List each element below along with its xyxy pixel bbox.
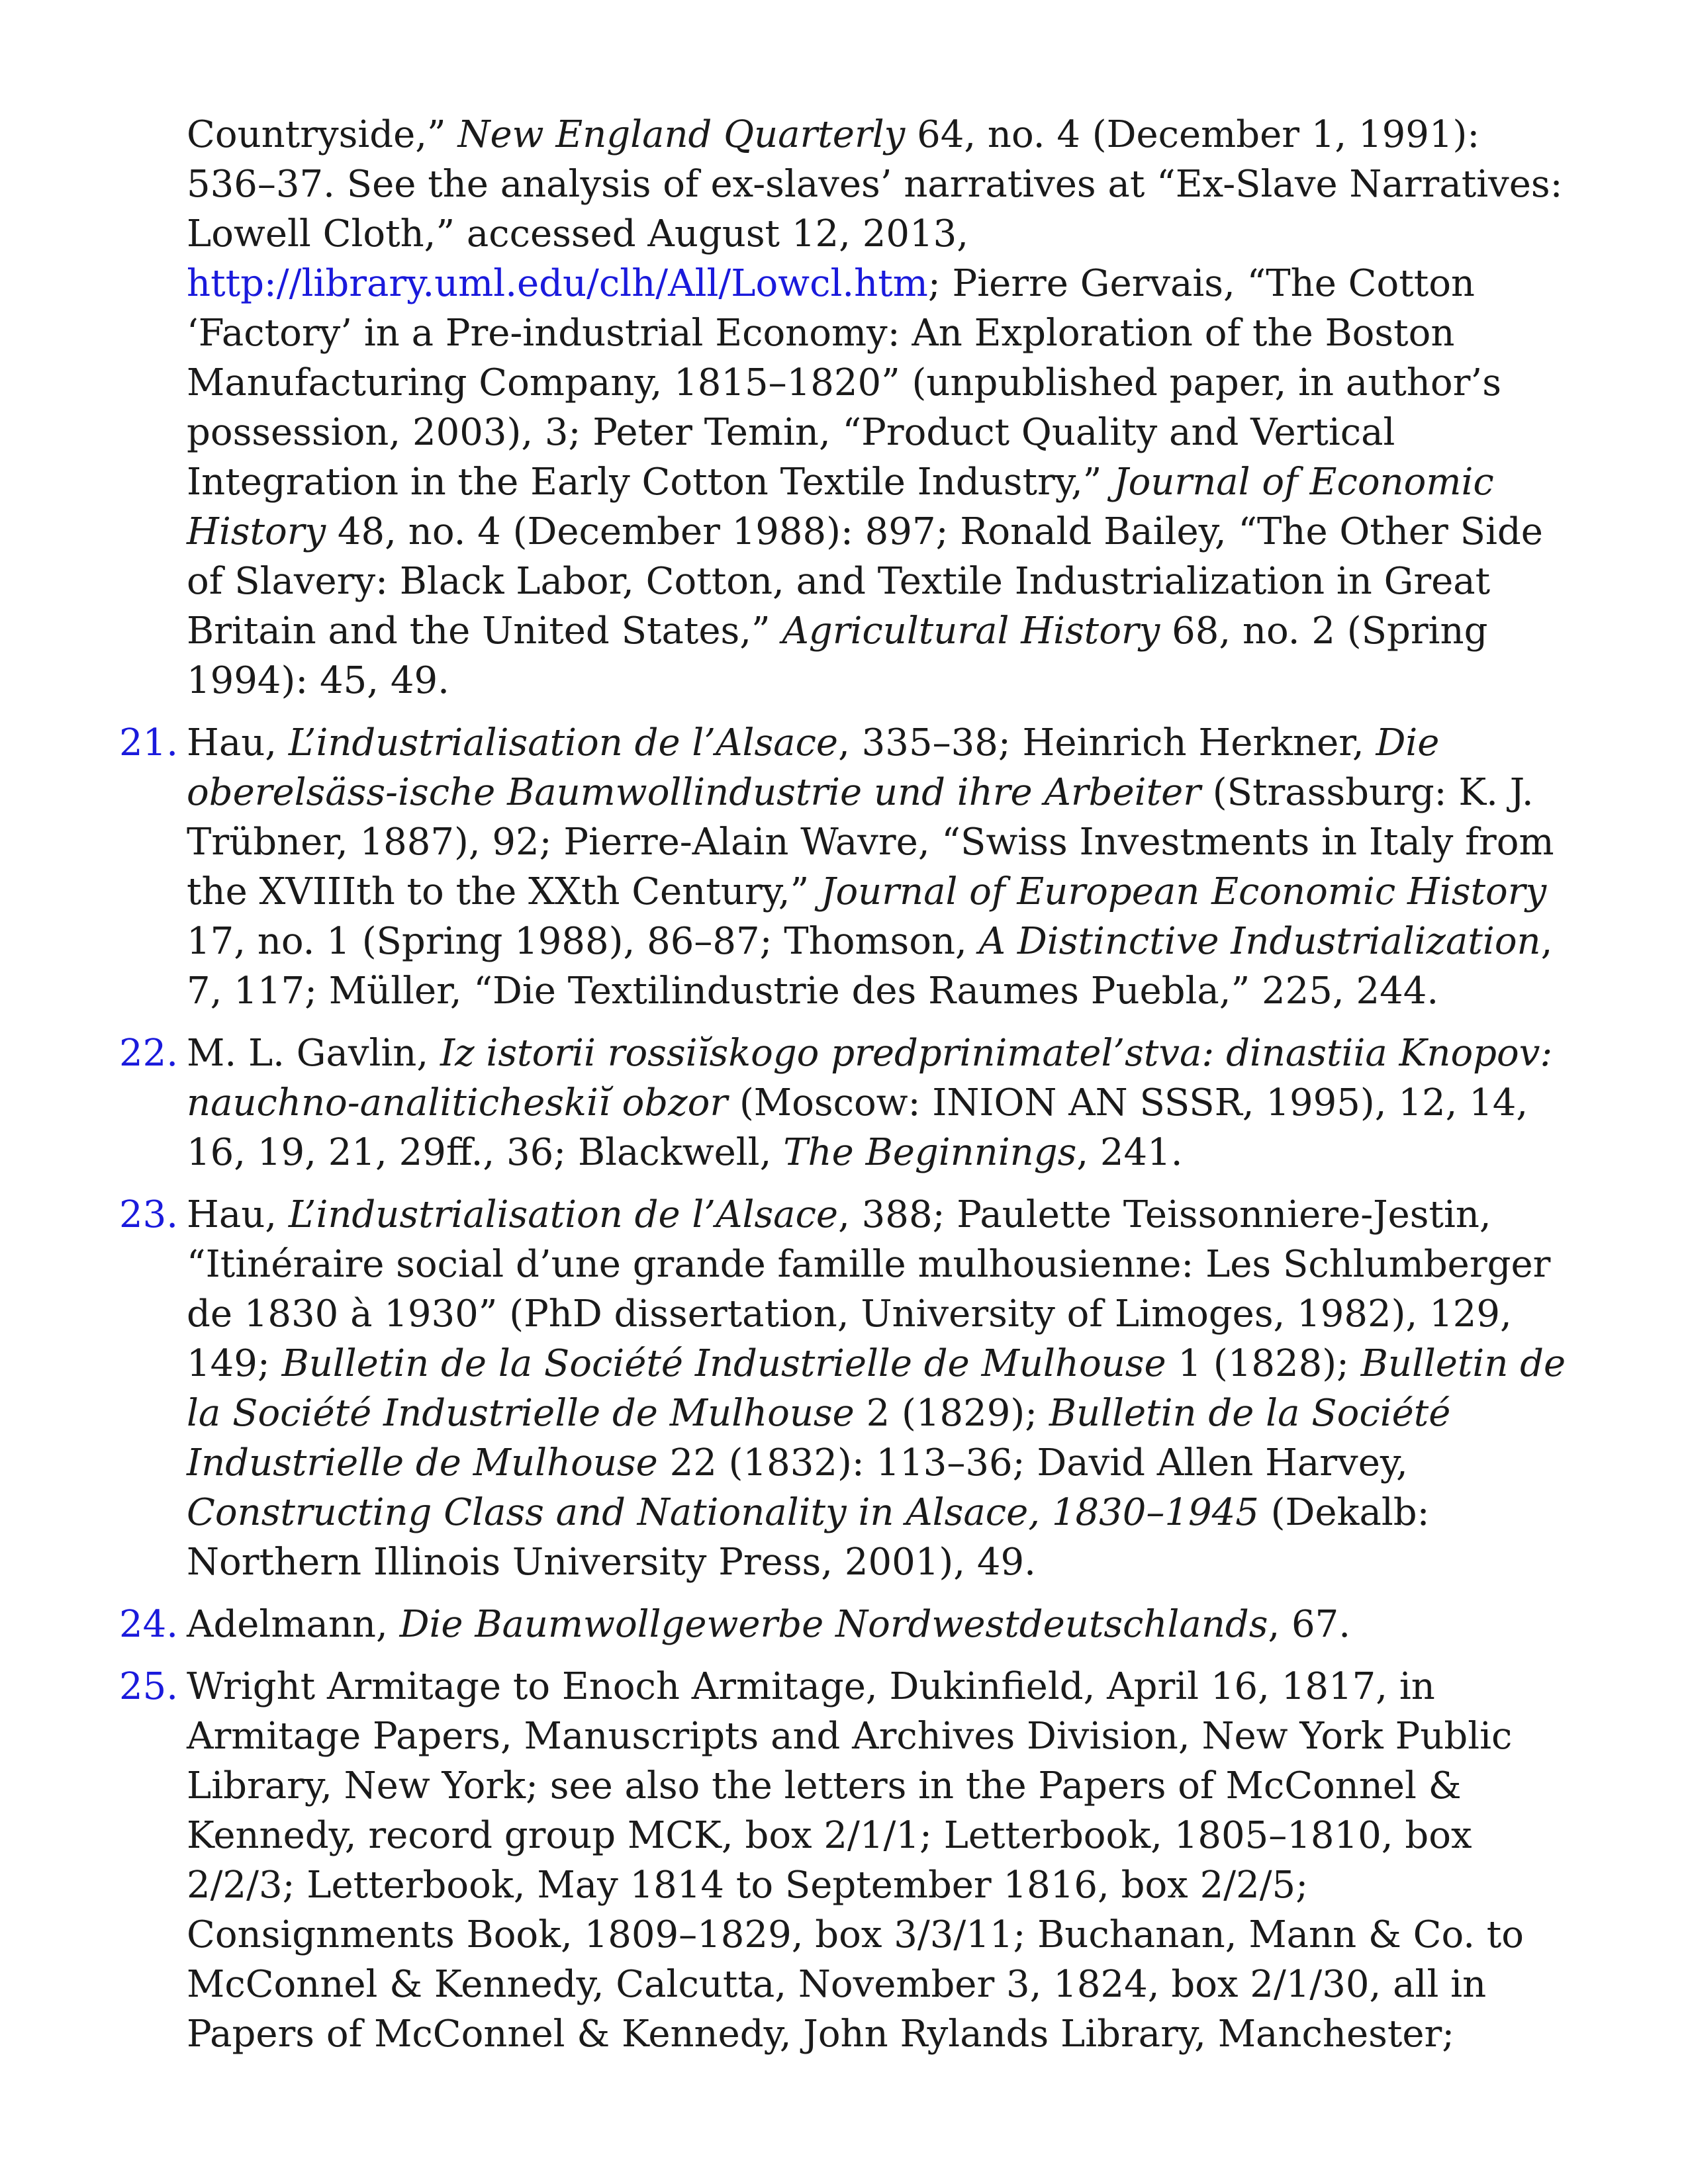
endnotes-list — [119, 110, 1575, 2071]
note-text — [187, 113, 1563, 702]
text-segment: 68, no. 2 (Spring 1994): 45, 49. — [187, 610, 1488, 702]
text-segment: Hau, — [187, 721, 289, 764]
text-segment: (Moscow: INION AN SSSR, 1995), 12, 14, 16, 19, 21, 29ff., 36; Blackwell, — [187, 1081, 1528, 1174]
italic-title: Journal of European Economic History — [821, 870, 1547, 913]
note-24 — [119, 1600, 1575, 1649]
italic-title: Bulletin de la Société Industrielle de Mulhouse — [187, 1342, 1566, 1435]
italic-title: Constructing Class and Nationality in Alsace, 1830–1945 — [187, 1491, 1259, 1534]
text-segment: 17, no. 1 (Spring 1988), 86–87; Thomson, — [187, 920, 979, 963]
note-text — [187, 1603, 1350, 1646]
note-number-link[interactable]: 25 . — [119, 1662, 178, 1711]
text-segment: Countryside,” — [187, 113, 458, 156]
note-continued — [119, 110, 1575, 705]
note-25 — [119, 1662, 1575, 2059]
text-segment: , 67. — [1268, 1603, 1351, 1646]
note-text — [187, 1193, 1566, 1584]
text-segment: 48, no. 4 (December 1988): 897; Ronald Bailey, “The Other Side of Slavery: Black Labor, Cotton, and Textile Industrialization in Great Britain and the United States,” — [187, 510, 1543, 653]
italic-title: Agricultural History — [782, 610, 1160, 653]
text-segment: Hau, — [187, 1193, 289, 1236]
note-text — [187, 1665, 1524, 2056]
url-link[interactable]: http://library.uml.edu/clh/All/Lowcl.htm — [187, 262, 928, 305]
italic-title: L’industrialisation de l’Alsace — [288, 1193, 839, 1236]
italic-title: Journal of Economic History — [187, 461, 1494, 553]
note-23 — [119, 1190, 1575, 1587]
text-segment: M. L. Gavlin, — [187, 1032, 440, 1075]
text-segment: 64, no. 4 (December 1, 1991): 536–37. See the analysis of ex-slaves’ narratives at “Ex-Slave Narratives: Lowell Cloth,” accessed August 12, 2013, — [187, 113, 1563, 255]
note-number-link[interactable]: 23 . — [119, 1190, 178, 1240]
italic-title: L’industrialisation de l’Alsace — [288, 721, 839, 764]
italic-title: Bulletin de la Société Industrielle de Mulhouse — [187, 1392, 1451, 1484]
note-number-link[interactable]: 22 . — [119, 1028, 178, 1078]
text-segment: , 388; Paulette Teissonniere-Jestin, “Itinéraire social d’une grande famille mulhousienne: Les Schlumberger de 1830 à 1930” (PhD dissertation, University of Limoges, 1982), 129, 149; — [187, 1193, 1551, 1385]
text-segment: , 7, 117; Müller, “Die Textilindustrie des Raumes Puebla,” 225, 244. — [187, 920, 1553, 1013]
text-segment: 22 (1832): 113–36; David Allen Harvey, — [657, 1441, 1408, 1484]
text-segment: Wright Armitage to Enoch Armitage, Dukinfield, April 16, 1817, in Armitage Papers, Manuscripts and Archives Division, New York Public Library, New York; see also the letters in the Papers of McConnel & Kennedy, record group MCK, box 2/1/1; Letterbook, 1805–1810, box 2/2/3; Letterbook, May 1814 to September 1816, box 2/2/5; Consignments Book, 1809–1829, box 3/3/11; Buchanan, Mann & Co. to McConnel & Kennedy, Calcutta, November 3, 1824, box 2/1/30, all in Papers of McConnel & Kennedy, John Rylands Library, Manchester; — [187, 1665, 1524, 2056]
note-21 — [119, 718, 1575, 1016]
text-segment: (Dekalb: Northern Illinois University Press, 2001), 49. — [187, 1491, 1430, 1584]
note-22 — [119, 1028, 1575, 1177]
text-segment: Adelmann, — [187, 1603, 400, 1646]
italic-title: Bulletin de la Société Industrielle de Mulhouse — [281, 1342, 1166, 1385]
italic-title: The Beginnings — [783, 1131, 1077, 1174]
italic-title: A Distinctive Industrialization — [978, 920, 1541, 963]
text-segment: 1 (1828); — [1166, 1342, 1361, 1385]
italic-title: Die oberelsäss-ische Baumwollindustrie und ihre Arbeiter — [187, 721, 1440, 814]
note-text — [187, 1032, 1552, 1174]
text-segment: (Strassburg: K. J. Trübner, 1887), 92; Pierre-Alain Wavre, “Swiss Investments in Italy from the XVIIIth to the XXth Century,” — [187, 771, 1554, 913]
italic-title: Iz istorii rossiĭskogo predprinimatel’stva: dinastiia Knopov: nauchno-analiticheskiĭ obzor — [187, 1032, 1553, 1124]
text-segment: , 241. — [1076, 1131, 1183, 1174]
text-segment: 2 (1829); — [854, 1392, 1049, 1435]
text-segment: ; Pierre Gervais, “The Cotton ‘Factory’ in a Pre-industrial Economy: An Exploration of the Boston Manufacturing Company, 1815–1820” (unpublished paper, in author’s possession, 2003), 3; Peter Temin, “Product Quality and Vertical Integration in the Early Cotton Textile Industry,” — [187, 262, 1501, 504]
italic-title: Die Baumwollgewerbe Nordwestdeutschlands — [399, 1603, 1268, 1646]
note-text — [187, 721, 1554, 1013]
italic-title: New England Quarterly — [457, 113, 906, 156]
text-segment: , 335–38; Heinrich Herkner, — [838, 721, 1376, 764]
note-number-link[interactable]: 21 . — [119, 718, 178, 768]
note-number-link[interactable]: 24 . — [119, 1600, 178, 1649]
